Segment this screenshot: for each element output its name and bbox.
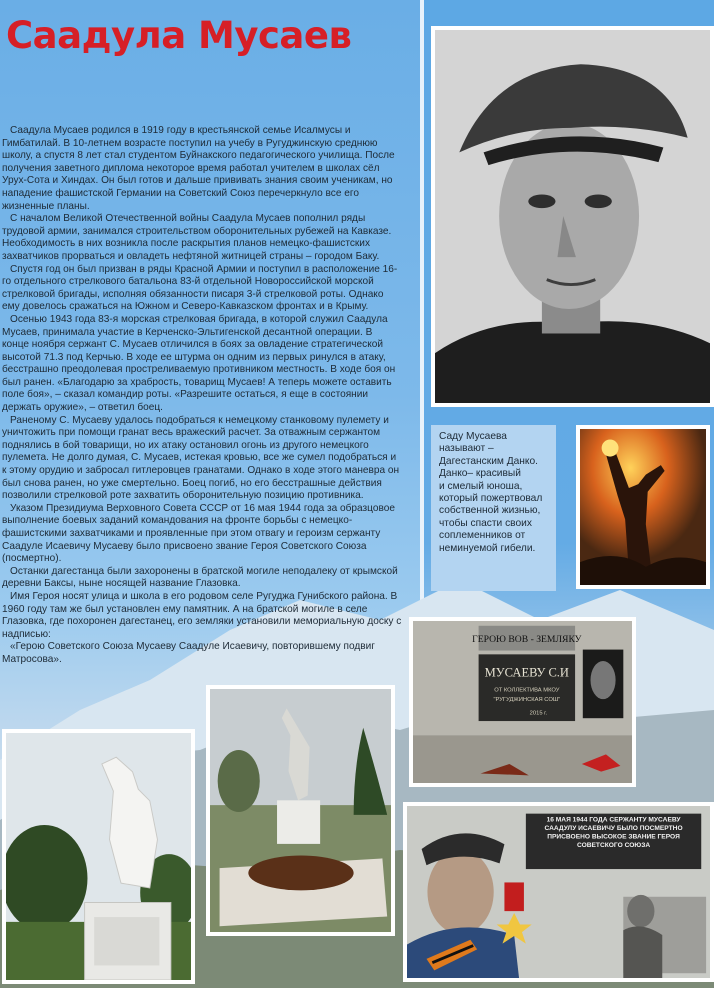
paragraph: Осенью 1943 года 83-я морская стрелковая бригада, в которой служил Саадула Мусаев, принимала участие в Керченско-Эльтигенской десантной операции. В конце ноября сержант С. Мусаев отличился в боях за овладение стратегической высотой 71.3 под Керчью. В ходе ее штурма он одним из первых ринулся в атаку, бесстрашно преодолевая простреливаемую противником местность. В ходе боя он был ранен. «Благодарю за храбрость, товарищ Мусаев! А теперь можете оставить поле боя», – сказал командир роты. «Разрешите остаться, я еще в состоянии держать оружие», – ответил боец. bbox=[2, 313, 396, 414]
paragraph: Останки дагестанца были захоронены в братской могиле неподалеку от крымской деревни Баксы, ныне носящей название Глазовка. bbox=[2, 565, 398, 590]
caption-line: Данко– красивый bbox=[439, 468, 521, 480]
plaque-year-text: 2015 г. bbox=[529, 710, 548, 717]
caption-line: неминуемой гибели. bbox=[439, 542, 536, 554]
award-banner bbox=[403, 802, 714, 982]
plaque-name-text: МУСАЕВУ С.И bbox=[484, 665, 570, 680]
banner-text: 16 МАЯ 1944 ГОДА СЕРЖАНТУ МУСАЕВУ СААДУЛУ ИСАЕВИЧУ БЫЛО ПОСМЕРТНО ПРИСВОЕНО ВЫСОКОЕ ЗВАНИЕ ГЕРОЯ СОВЕТСКОГО СОЮЗА bbox=[544, 816, 683, 849]
paragraph: Спустя год он был призван в ряды Красной Армии и поступил в расположение 16-го отдельного стрелкового батальона 83-й отдельной Новороссийской морской стрелковой бригады, исполняя обязанности писаря 3-й стрелковой роты. Однако ему довелось сражаться на Южном и Северо-Кавказском фронтах и в Крыму. bbox=[2, 263, 398, 313]
paragraph: С началом Великой Отечественной войны Саадула Мусаев пополнил ряды трудовой армии, занимался строительством оборонительных рубежей на Кавказе. Необходимость в них возникла после раскрытия планов немецко-фашистских захватчиков прорваться и овладеть нефтяной житницей страны – городом Баку. bbox=[2, 213, 392, 262]
paragraph: «Герою Советского Союза Мусаеву Саадуле Исаевичу, повторившему подвиг Матросова». bbox=[2, 641, 375, 665]
caption-line: чтобы спасти своих bbox=[439, 517, 532, 529]
caption-line: который пожертвовал bbox=[439, 493, 543, 505]
plaque-line1-text: ОТ КОЛЛЕКТИВА МКОУ bbox=[494, 687, 560, 694]
caption-line: Дагестанским Данко. bbox=[439, 455, 538, 467]
caption-line: Саду Мусаева bbox=[439, 431, 507, 442]
plaque-top-text: ГЕРОЮ ВОВ - ЗЕМЛЯКУ bbox=[472, 634, 582, 645]
paragraph: Саадула Мусаев родился в 1919 году в крестьянской семье Исалмусы и Гимбатилай. В 10-летнем возрасте поступил на учебу в Ругуджинскую среднюю школу, а спустя 8 лет стал студентом Буйнакского педагогического училища. После получения заветного диплома некоторое время работал учителем в школах сёл Урух-Сота и Хиндах. Он был готов и дальше прививать знания своим ученикам, но нападение фашистской Германии на Советский Союз перечеркнуло все его жизненные планы. bbox=[2, 125, 395, 212]
caption-line: называют – bbox=[439, 443, 494, 455]
danko-painting bbox=[576, 425, 710, 589]
paragraph: Указом Президиума Верховного Совета СССР от 16 мая 1944 года за образцовое выполнение боевых заданий командования на фронте борьбы с немецко-фашистскими захватчиками и проявленные при этом отвагу и героизм сержанту Саадуле Исаевичу Мусаеву было присвоено звание Героя Советского Союза (посмертно). bbox=[2, 502, 395, 565]
memorial-plaque-photo bbox=[409, 617, 636, 787]
page-title: Саадула Мусаев bbox=[6, 14, 352, 57]
caption-line: и смелый юноша, bbox=[439, 480, 523, 492]
caption-line: собственной жизнью, bbox=[439, 505, 541, 517]
paragraph: Раненому С. Мусаеву удалось подобраться к немецкому станковому пулемету и уничтожить при помощи гранат весь вражеский расчет. За отважным сержантом поднялись в бой товарищи, но их атаку остановил огонь из другого немецкого пулемета. Не долго думая, С. Мусаев, истекая кровью, все же сумел подобраться и к этому орудию и забросал гитлеровцев гранатами. Однако в ходе этого маневра он был снова ранен, но уже смертельно. Боец погиб, но его бесстрашные действия позволили стрелковой роте захватить оборонительную позицию противника. bbox=[2, 414, 400, 502]
danko-caption bbox=[431, 425, 556, 591]
monument-photo-1 bbox=[2, 729, 195, 984]
monument-photo-2 bbox=[206, 685, 395, 936]
plaque-line2-text: "РУГУДЖИНСКАЯ СОШ" bbox=[493, 697, 561, 704]
biography-text bbox=[2, 125, 402, 667]
portrait-photo bbox=[431, 26, 714, 407]
caption-line: соплеменников от bbox=[439, 530, 526, 542]
paragraph: Имя Героя носят улица и школа в его родовом селе Ругуджа Гунибского района. В 1960 году там же был установлен ему памятник. А на братской могиле в селе Глазовка, где похоронен дагестанец, его земляки установили мемориальную доску с надписью: bbox=[2, 590, 402, 640]
